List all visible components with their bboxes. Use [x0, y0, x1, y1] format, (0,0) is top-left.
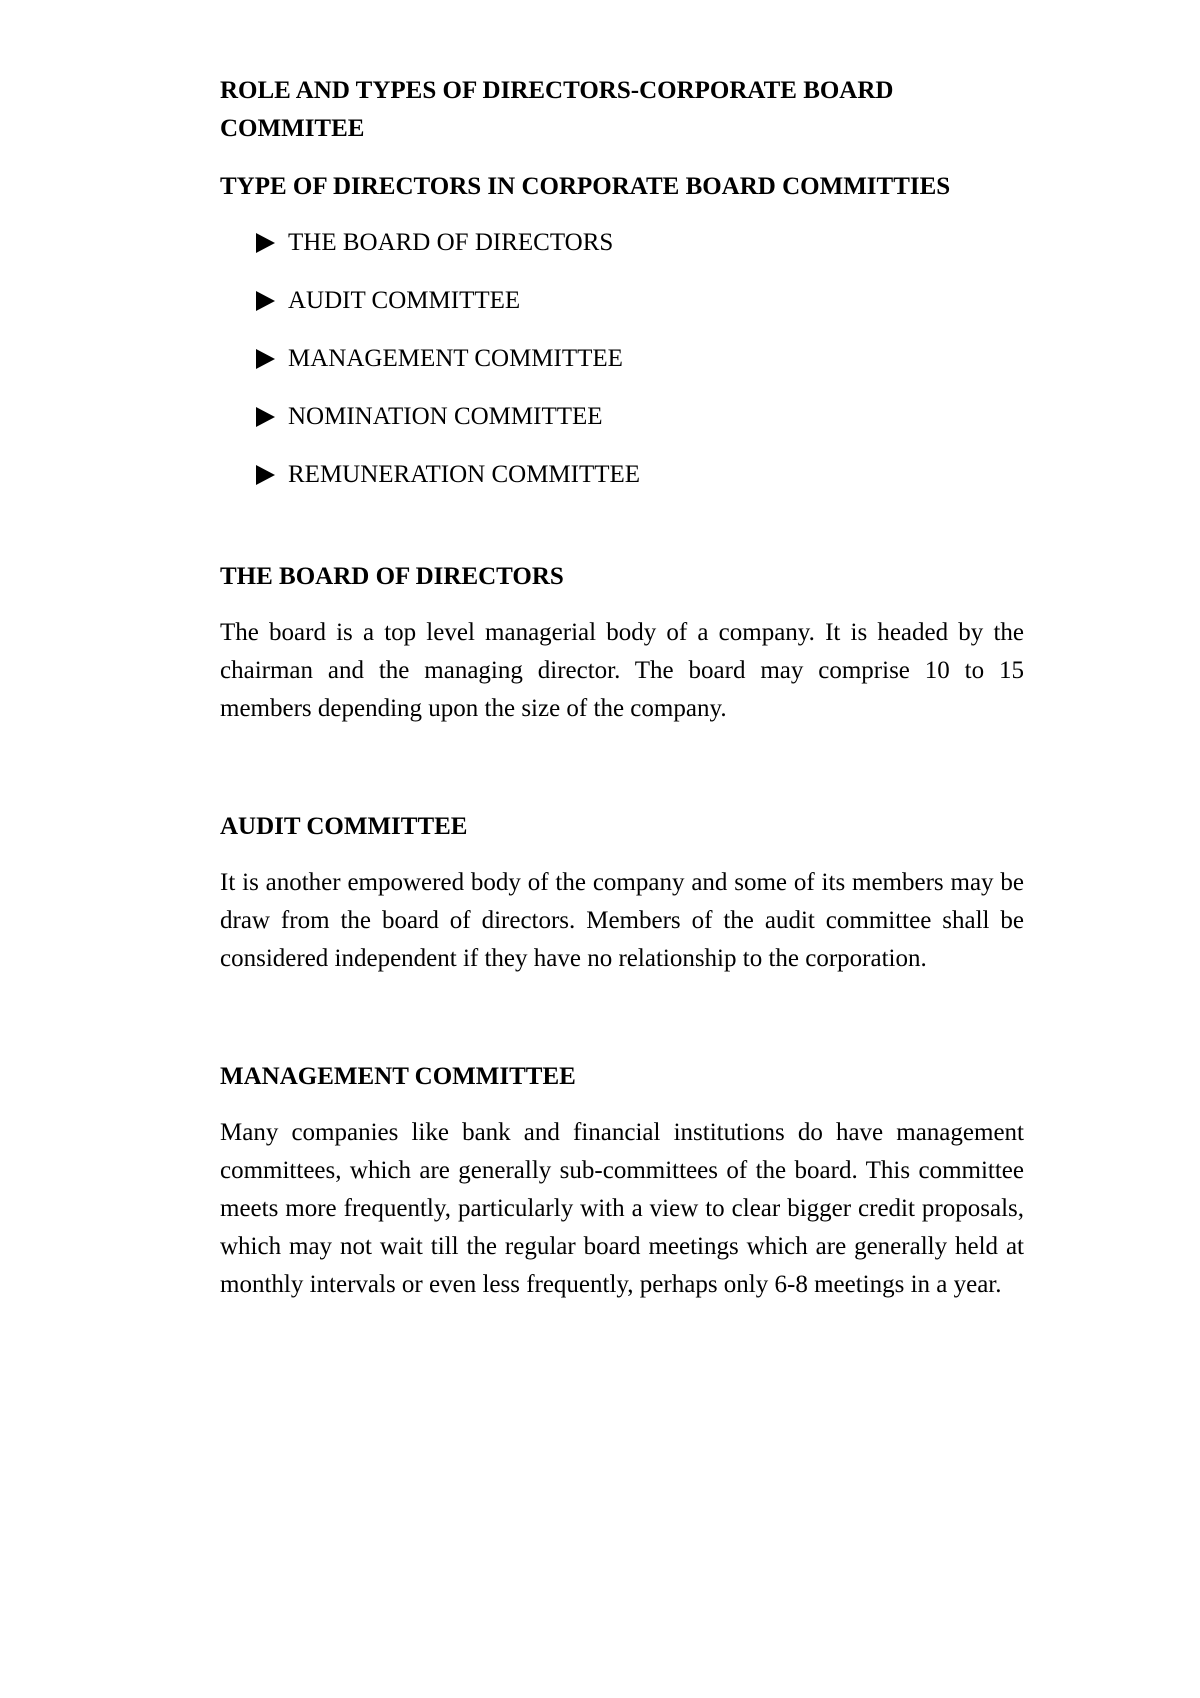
triangle-right-icon: [256, 291, 275, 311]
section-body: Many companies like bank and financial institutions do have management committees, which are generally sub-committees of the board. This committee meets more frequently, particularly with a view to clear bigger credit proposals, which may not wait till the regular board meetings which are generally held at monthly intervals or even less frequently, perhaps only 6-8 meetings in a year.: [220, 1119, 1024, 1298]
triangle-right-icon: [256, 233, 275, 253]
list-item-label: MANAGEMENT COMMITTEE: [288, 345, 623, 372]
section-heading: MANAGEMENT COMMITTEE: [220, 1063, 576, 1090]
list-item: [256, 456, 1024, 494]
section-heading: THE BOARD OF DIRECTORS: [220, 563, 564, 590]
section-body: The board is a top level managerial body of a company. It is headed by the chairman and the managing director. The board may comprise 10 to 15 members depending upon the size of the company.: [220, 619, 1024, 722]
list-item: [256, 398, 1024, 436]
list-item-label: NOMINATION COMMITTEE: [288, 403, 603, 430]
list-item-label: REMUNERATION COMMITTEE: [288, 461, 641, 488]
triangle-right-icon: [256, 349, 275, 369]
section-body: It is another empowered body of the company and some of its members may be draw from the board of directors. Members of the audit committee shall be considered independent if they have no relationship to the corporation.: [220, 869, 1024, 972]
section-heading: AUDIT COMMITTEE: [220, 813, 468, 840]
list-item: [256, 282, 1024, 320]
section-audit-committee: [220, 808, 1024, 978]
list-item: [256, 224, 1024, 262]
triangle-right-icon: [256, 465, 275, 485]
list-item: [256, 340, 1024, 378]
section-board-of-directors: [220, 558, 1024, 728]
document-title: ROLE AND TYPES OF DIRECTORS-CORPORATE BOARD COMMITEE: [220, 77, 894, 142]
committee-list: [220, 224, 1024, 494]
list-item-label: THE BOARD OF DIRECTORS: [288, 229, 614, 256]
triangle-right-icon: [256, 407, 275, 427]
document-subtitle: TYPE OF DIRECTORS IN CORPORATE BOARD COMMITTIES: [220, 173, 951, 200]
list-item-label: AUDIT COMMITTEE: [288, 287, 521, 314]
document-page: [220, 72, 1024, 1304]
section-management-committee: [220, 1058, 1024, 1304]
